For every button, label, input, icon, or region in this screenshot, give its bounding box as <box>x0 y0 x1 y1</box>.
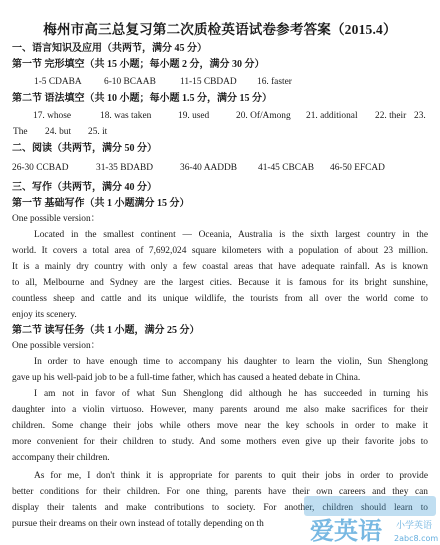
answer-cell: 6-10 BCAAB <box>104 77 156 87</box>
answer-cell: 36-40 AADDB <box>180 163 238 173</box>
answer-cell: 23. <box>414 111 426 121</box>
answer-cell: 26-30 CCBAD <box>12 163 69 173</box>
essay-line: countless sheep and cattle and its unique wildlife, the tourists from all over the world come to <box>12 294 428 304</box>
answer-cell: 1-5 CDABA <box>34 77 82 87</box>
section-2-heading: 二、阅读（共两节，满分 50 分） <box>12 143 157 154</box>
site-watermark-logo <box>300 494 440 545</box>
essay-line: It is a mainly dry country with only a few coastal areas that have adequate rainfall. As is known <box>12 262 428 272</box>
answer-cell: 31-35 BDABD <box>96 163 154 173</box>
answer-cell: 16. faster <box>257 77 292 87</box>
essay-line: daughter into a violin virtuoso. However, many parents around me also make sacrifices for their <box>12 405 428 415</box>
essay-line: Located in the smallest continent — Oceania, Australia is the sixth largest country in the <box>34 230 428 240</box>
answer-cell: 20. Of/Among <box>236 111 291 121</box>
essay-line: In order to have enough time to accompany his daughter to learn the violin, Sun Shenglong <box>34 357 428 367</box>
answer-cell: 19. used <box>178 111 210 121</box>
answer-cell: 11-15 CBDAD <box>180 77 237 87</box>
answer-cell: 22. their <box>375 111 407 121</box>
watermark-site: 2abc8.com <box>394 534 439 543</box>
answer-cell: 46-50 EFCAD <box>330 163 385 173</box>
answer-cell: 41-45 CBCAB <box>258 163 314 173</box>
version-label: One possible version： <box>12 214 101 224</box>
essay-line: display their talents and make contributions to society. For another, children should learn to <box>12 503 428 513</box>
answer-cell: 17. whose <box>33 111 72 121</box>
page-title: 梅州市高三总复习第二次质检英语试卷参考答案（2015.4） <box>43 22 397 37</box>
section-1-heading: 一、语言知识及应用（共两节，满分 45 分） <box>12 43 207 54</box>
essay-line: gave up his well-paid job to be a full-time father, which has caused a heated debate in China. <box>12 373 361 383</box>
answer-cell: 24. but <box>45 127 72 137</box>
essay-line: enjoy its scenery. <box>12 310 77 320</box>
essay-line: As for me, I don't think it is appropriate for parents to quit their jobs in order to provide <box>34 471 428 481</box>
essay-line: world. It covers a total area of 7,692,024 square kilometers with a population of about 23 million. <box>12 246 428 256</box>
answer-cell: 21. additional <box>306 111 358 121</box>
essay-line: better conditions for their children. For one thing, parents have their own careers and they can <box>12 487 428 497</box>
section-3-heading: 三、写作（共两节，满分 40 分） <box>12 182 157 193</box>
essay-line: pursue their dreams on their own instead of totally depending on th <box>12 519 264 529</box>
essay-line: children. Some change their jobs while others move near the key schools in order to make it <box>12 421 428 431</box>
watermark-sub: 小学英语 <box>396 521 433 531</box>
section-3-part-2-heading: 第二节 读写任务（共 1 小题，满分 25 分） <box>12 325 200 336</box>
essay-line: I am not in favor of what Sun Shenglong did although he has succeeded in turning his <box>34 389 428 399</box>
section-1-part-2-heading: 第二节 语法填空（共 10 小题；每小题 1.5 分，满分 15 分） <box>12 93 272 104</box>
section-1-part-1-heading: 第一节 完形填空（共 15 小题；每小题 2 分，满分 30 分） <box>12 59 265 70</box>
essay-line: more convenient for their children to study. And some mothers even give up their favorite jobs to <box>12 437 428 447</box>
answer-cell: 18. was taken <box>100 111 152 121</box>
answer-cell: The <box>13 127 28 137</box>
section-3-part-1-heading: 第一节 基础写作（共 1 小题满分 15 分） <box>12 198 190 209</box>
essay-line: accompany their children. <box>12 453 110 463</box>
watermark-text: 爱英语 <box>310 517 382 545</box>
essay-line: to all, Melbourne and Sydney are the largest cities. Because it is famous for its bright sunshine, <box>12 278 428 288</box>
version-label: One possible version： <box>12 341 101 351</box>
answer-cell: 25. it <box>88 127 108 137</box>
